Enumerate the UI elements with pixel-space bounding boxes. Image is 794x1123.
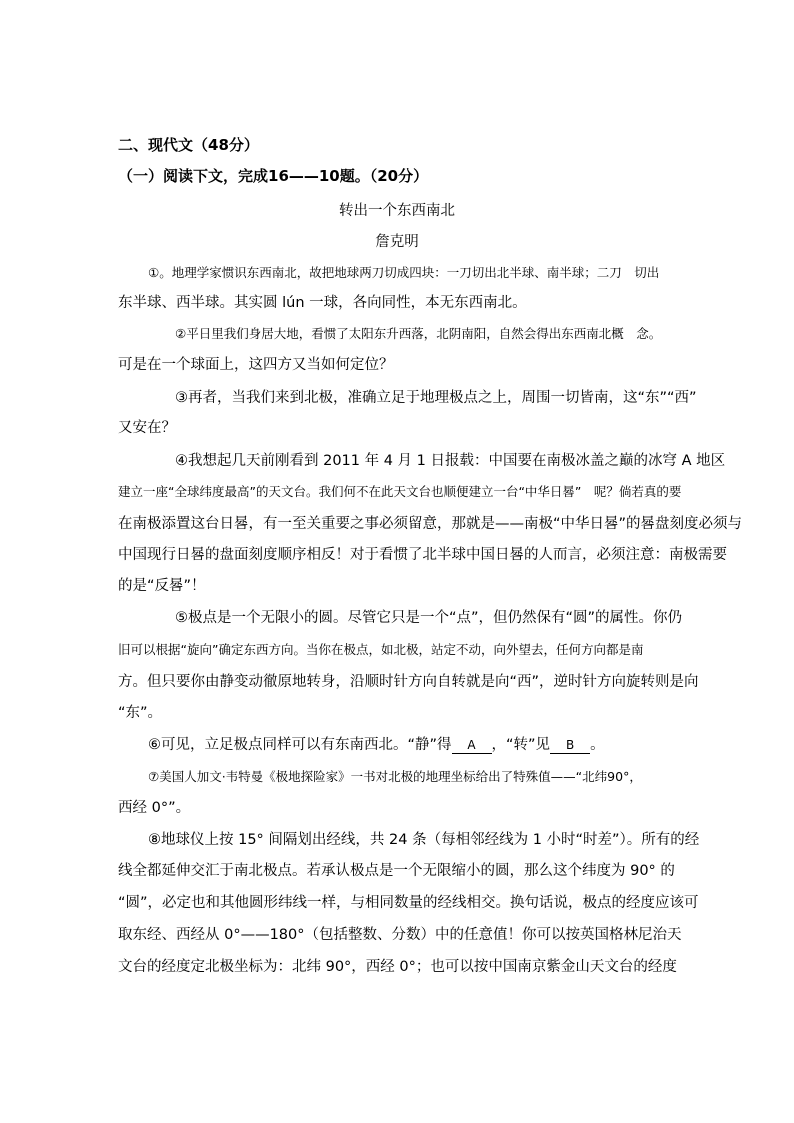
paragraph-4-line-3: 在南极添置这台日晷，有一至关重要之事必须留意，那就是——南极“中华日晷”的晷盘刻度必须与 bbox=[118, 516, 743, 532]
paragraph-4-line-2: 建立一座“全球纬度最高”的天文台。我们何不在此天文台也顺便建立一台“中华日晷” 呢？倘若真的要 bbox=[118, 484, 682, 499]
answer-blank-a: A bbox=[452, 737, 492, 754]
paragraph-1-line-1: ①。地理学家惯识东西南北，故把地球两刀切成四块：一刀切出北半球、南半球；二刀 切出 bbox=[148, 265, 660, 280]
paragraph-6-text-a: ⑥可见，立足极点同样可以有东南西北。“静”得 bbox=[148, 737, 452, 753]
paragraph-2-line-2: 可是在一个球面上，这四方又当如何定位？ bbox=[118, 357, 394, 373]
answer-blank-b: B bbox=[550, 737, 590, 754]
article-title: 转出一个东西南北 bbox=[339, 203, 455, 219]
paragraph-3-line-1: ③再者，当我们来到北极，准确立足于地理极点之上，周围一切皆南，这“东”“西” bbox=[175, 390, 697, 406]
paragraph-4-line-4: 中国现行日晷的盘面刻度顺序相反！对于看惯了北半球中国日晷的人而言，必须注意：南极需要 bbox=[118, 547, 727, 563]
sub-heading: （一）阅读下文，完成16——10题。（20分） bbox=[118, 167, 429, 185]
paragraph-4-line-1: ④我想起几天前刚看到 2011 年 4 月 1 日报载：中国要在南极冰盖之巅的冰穹 A 地区 bbox=[175, 453, 726, 469]
paragraph-8-line-4: 取东经、西经从 0°——180°（包括整数、分数）中的任意值！你可以按英国格林尼治天 bbox=[118, 927, 682, 943]
paragraph-6 bbox=[148, 735, 605, 755]
paragraph-1-line-2: 东半球、西半球。其实圆 lún 一球，各向同性，本无东西南北。 bbox=[118, 295, 527, 311]
paragraph-4-line-5: 的是“反晷”！ bbox=[118, 578, 206, 594]
paragraph-5-line-1: ⑤极点是一个无限小的圆。尽管它只是一个“点”，但仍然保有“圆”的属性。你仍 bbox=[175, 610, 683, 626]
paragraph-5-line-3: 方。但只要你由静变动徹原地转身，沿顺时针方向自转就是向“西”，逆时针方向旋转则是向 bbox=[118, 674, 699, 690]
paragraph-6-text-b: ，“转”见 bbox=[491, 737, 551, 753]
paragraph-3-line-2: 又安在？ bbox=[118, 420, 176, 436]
paragraph-8-line-5: 文台的经度定北极坐标为：北纬 90°，西经 0°；也可以按中国南京紫金山天文台的经度 bbox=[118, 959, 677, 975]
section-heading: 二、现代文（48分） bbox=[118, 136, 259, 154]
paragraph-6-text-c: 。 bbox=[590, 737, 605, 753]
paragraph-8-line-3: “圆”，必定也和其他圆形纬线一样，与相同数量的经线相交。换句话说，极点的经度应该可 bbox=[118, 895, 699, 911]
paragraph-5-line-4: “东”。 bbox=[118, 705, 163, 721]
paragraph-7-line-1: ⑦美国人加文·韦特曼《极地探险家》一书对北极的地理坐标给出了特殊值——“北纬90°， bbox=[148, 769, 642, 784]
paragraph-8-line-1: ⑧地球仪上按 15° 间隔划出经线，共 24 条（每相邻经线为 1 小时“时差”）。所有的经 bbox=[148, 832, 700, 848]
paragraph-2-line-1: ②平日里我们身居大地，看惯了太阳东升西落，北阴南阳，自然会得出东西南北概 念。 bbox=[175, 326, 662, 341]
article-author: 詹克明 bbox=[375, 234, 419, 250]
paragraph-7-line-2: 西经 0°”。 bbox=[118, 800, 191, 816]
paragraph-8-line-2: 线全都延伸交汇于南北极点。若承认极点是一个无限缩小的圆，那么这个纬度为 90° 的 bbox=[118, 863, 675, 879]
paragraph-5-line-2: 旧可以根据“旋向”确定东西方向。当你在极点，如北极，站定不动，向外望去，任何方向都是南 bbox=[118, 642, 644, 657]
